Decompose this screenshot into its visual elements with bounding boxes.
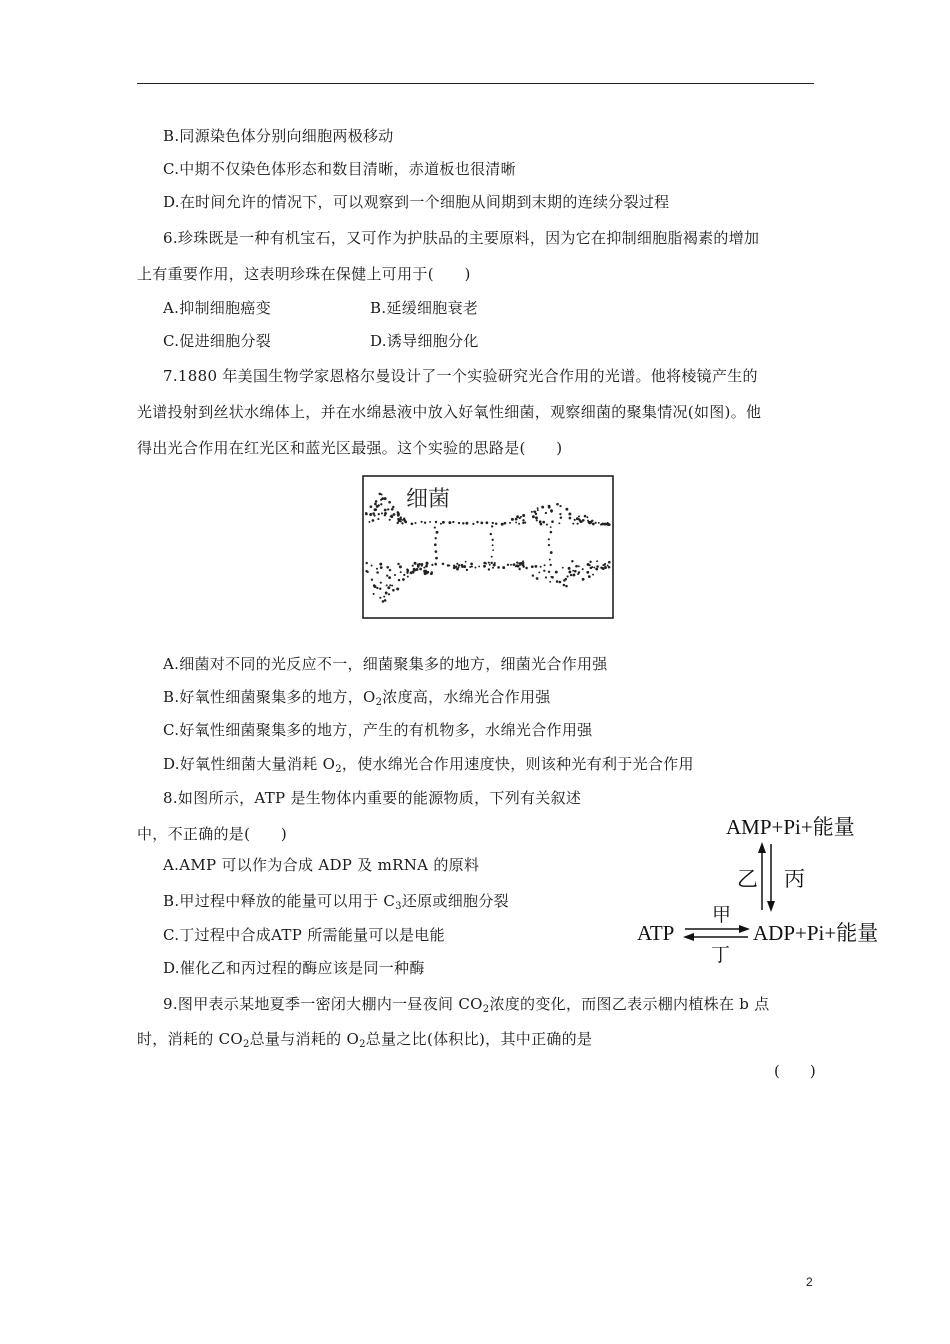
q9-answer-blank: ( ) <box>774 1062 816 1080</box>
q6-option-c: C.促进细胞分裂 <box>163 332 272 350</box>
q7-option-d: D.好氧性细菌大量消耗 $O_2$，使水绵光合作用速度快，则该种光有利于光合作用 <box>163 755 694 775</box>
atp-cycle-diagram <box>633 808 895 970</box>
q8-option-d: D.催化乙和丙过程的酶应该是同一种酶 <box>163 959 425 977</box>
q8-stem-line1: 8.如图所示，ATP 是生物体内重要的能源物质，下列有关叙述 <box>163 789 582 807</box>
q6-stem-line2: 上有重要作用，这表明珍珠在保健上可用于( ) <box>137 265 471 283</box>
q5-option-c: C.中期不仅染色体形态和数目清晰，赤道板也很清晰 <box>163 160 516 178</box>
q6-option-d: D.诱导细胞分化 <box>370 332 479 350</box>
amp-formula: AMP+Pi+能量 <box>726 815 855 839</box>
q7-option-c: C.好氧性细菌聚集多的地方，产生的有机物多，水绵光合作用强 <box>163 721 593 739</box>
bacteria-label: 细菌 <box>406 487 451 512</box>
bacteria-spectrum-figure <box>362 475 614 619</box>
page-number: 2 <box>806 1275 813 1289</box>
q7-option-a: A.细菌对不同的光反应不一，细菌聚集多的地方，细菌光合作用强 <box>163 655 608 673</box>
q7-option-b: B.好氧性细菌聚集多的地方，$O_2$浓度高，水绵光合作用强 <box>163 688 551 708</box>
q7-stem-line3: 得出光合作用在红光区和蓝光区最强。这个实验的思路是( ) <box>137 439 563 457</box>
adp-formula: ADP+Pi+能量 <box>753 921 879 945</box>
q8-option-a: A.AMP 可以作为合成 ADP 及 mRNA 的原料 <box>163 856 480 874</box>
header-rule <box>137 83 814 84</box>
q6-stem-line1: 6.珍珠既是一种有机宝石，又可作为护肤品的主要原料，因为它在抑制细胞脂褐素的增加 <box>163 229 760 247</box>
atp-label: ATP <box>637 921 675 945</box>
process-jia-label: 甲 <box>712 905 732 926</box>
q8-option-b: B.甲过程中释放的能量可以用于 $C_3$还原或细胞分裂 <box>163 892 509 912</box>
q9-stem-line2: 时，消耗的 $CO_2$总量与消耗的 $O_2$总量之比(体积比)，其中正确的是 <box>137 1030 593 1050</box>
q9-stem-line1: 9.图甲表示某地夏季一密闭大棚内一昼夜间 $CO_2$浓度的变化，而图乙表示棚内植株在 b 点 <box>163 995 770 1015</box>
q8-stem-line2: 中，不正确的是( ) <box>137 825 288 843</box>
q5-option-b: B.同源染色体分别向细胞两极移动 <box>163 127 394 145</box>
q5-option-d: D.在时间允许的情况下，可以观察到一个细胞从间期到末期的连续分裂过程 <box>163 193 670 211</box>
q8-option-c: C.丁过程中合成ATP 所需能量可以是电能 <box>163 926 445 944</box>
q6-option-b: B.延缓细胞衰老 <box>370 299 479 317</box>
process-yi-label: 乙 <box>737 867 758 891</box>
process-ding-label: 丁 <box>711 945 731 966</box>
q7-stem-line1: 7.1880 年美国生物学家恩格尔曼设计了一个实验研究光合作用的光谱。他将棱镜产生的 <box>163 367 758 385</box>
q7-stem-line2: 光谱投射到丝状水绵体上，并在水绵悬液中放入好氧性细菌，观察细菌的聚集情况(如图)。他 <box>137 403 762 421</box>
process-bing-label: 丙 <box>784 867 805 891</box>
q6-option-a: A.抑制细胞癌变 <box>163 299 272 317</box>
